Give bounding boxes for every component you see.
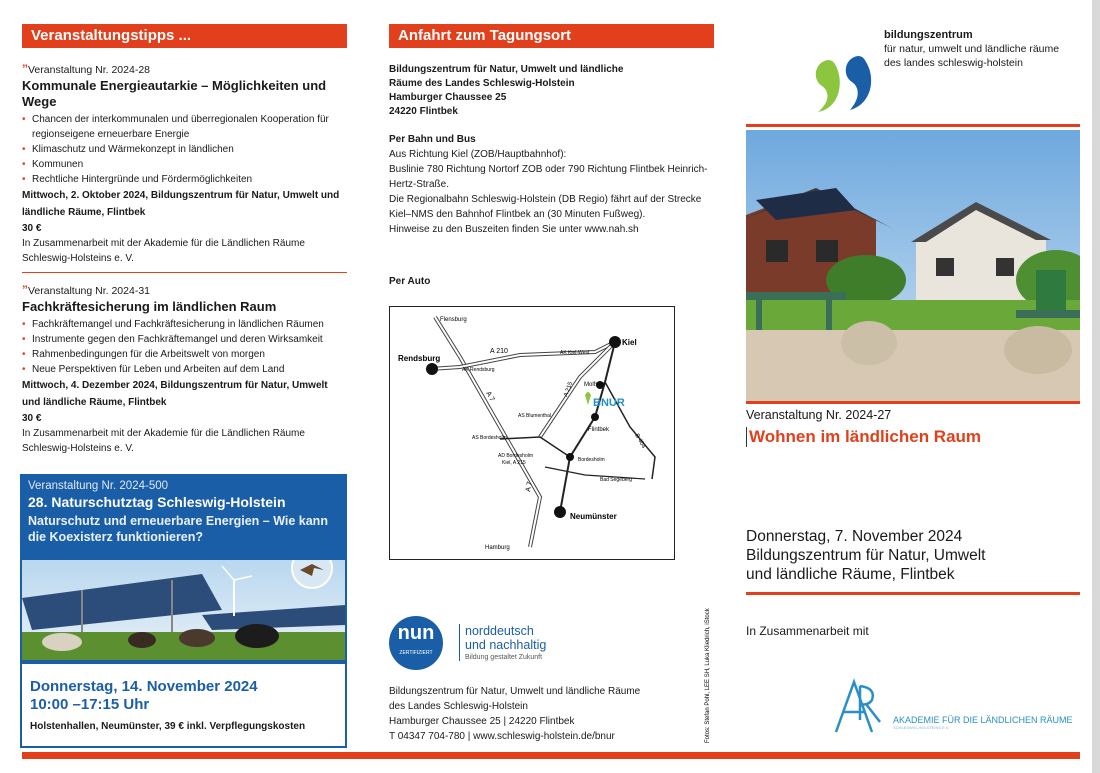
bildungszentrum-logo-text — [884, 28, 1059, 70]
date-line: Bildungszentrum für Natur, Umwelt — [746, 547, 986, 564]
nun-badge — [389, 616, 443, 670]
venue-address — [389, 63, 714, 119]
map-label-flensburg: Flensburg — [440, 317, 467, 323]
bus-text-line: Hinweise zu den Buszeiten finden Sie unter www.nah.sh — [389, 224, 639, 235]
bullet-item: • Instrumente gegen den Fachkräftemangel und deren Wirksamkeit — [22, 332, 347, 347]
promo-title: 28. Naturschutztag Schleswig-Holstein — [28, 494, 286, 510]
main-event-title: Wohnen im ländlichen Raum — [746, 427, 981, 447]
map-label-kiel-a215: Kiel, A 215 — [502, 460, 526, 466]
bus-text-line: Buslinie 780 Richtung Nortorf ZOB oder 790 Richtung Flintbek Heinrich-Hertz-Straße. — [389, 164, 708, 190]
promo-event-number: Veranstaltung Nr. 2024-500 — [28, 480, 169, 492]
bus-text-line: Die Regionalbahn Schleswig-Holstein (DB Regio) fährt auf der Strecke Kiel–NMS den Bahnhof Flintbek an (30 Minuten Fußweg). — [389, 194, 702, 220]
divider — [746, 592, 1080, 595]
event-2024-31 — [22, 283, 347, 456]
nun-line1: norddeutsch — [465, 624, 534, 638]
bullet-item: • Rahmenbedingungen für die Arbeitswelt von morgen — [22, 347, 347, 362]
nun-text — [459, 624, 546, 661]
map-label-bnur: BNUR — [593, 397, 625, 409]
bullet-item: • Fachkräftemangel und Fachkräftesicherung in ländlichen Räumen — [22, 317, 347, 332]
bus-heading: Per Bahn und Bus — [389, 134, 476, 145]
event-date-place: Mittwoch, 4. Dezember 2024, Bildungszentrum für Natur, Umwelt und ländliche Räume, Flintbek — [22, 380, 328, 408]
route-map — [389, 306, 675, 560]
divider — [22, 272, 347, 273]
nun-line2: und nachhaltig — [465, 638, 547, 652]
address-line: Räume des Landes Schleswig-Holstein — [389, 78, 575, 89]
nun-line3: Bildung gestaltet Zukunft — [465, 654, 543, 661]
map-label-flintbek: Flintbek — [588, 427, 610, 433]
map-label-bad-segeberg: Bad Segeberg — [600, 477, 632, 483]
directions-column — [389, 0, 714, 289]
bus-text-line: Aus Richtung Kiel (ZOB/Hauptbahnhof): — [389, 149, 567, 160]
footer-address-line: Hamburger Chaussee 25 | 24220 Flintbek — [389, 716, 575, 727]
events-column — [22, 0, 347, 456]
logo-line2: für natur, umwelt und ländliche räume — [884, 43, 1060, 55]
map-label-a7-top: A 7 — [484, 390, 496, 403]
address-line: Hamburger Chaussee 25 — [389, 92, 507, 103]
akademie-logo-icon — [832, 676, 892, 736]
address-line: Bildungszentrum für Natur, Umwelt und ländliche — [389, 64, 624, 75]
map-label-a7-bottom: A 7 — [525, 481, 534, 493]
footer-address-line: T 04347 704-780 | www.schleswig-holstein.de/bnur — [389, 731, 615, 742]
event-bullets — [22, 112, 347, 187]
photo-credit — [700, 585, 712, 745]
event-price: 30 € — [22, 413, 42, 424]
event-bullets — [22, 317, 347, 377]
map-label-as-blumenthal: AS Blumenthal — [518, 413, 552, 419]
event-number: Veranstaltung Nr. 2024-28 — [28, 64, 151, 76]
divider — [746, 124, 1080, 127]
bullet-item: • Rechtliche Hintergründe und Fördermöglichkeiten — [22, 172, 347, 187]
quote-mark-icon: ” — [22, 62, 26, 76]
map-label-as-bordesholm: AS Bordesholm — [472, 435, 507, 441]
map-label-molfsee: Molfsee — [584, 382, 606, 388]
car-heading: Per Auto — [389, 276, 431, 287]
bildungszentrum-logo-icon — [810, 52, 880, 117]
footer-address — [389, 684, 699, 744]
event-date-place: Mittwoch, 2. Oktober 2024, Bildungszentrum für Natur, Umwelt und ländliche Räume, Flintbek — [22, 190, 340, 218]
akademie-logo-text — [893, 715, 1073, 730]
partner-name: AKADEMIE FÜR DIE LÄNDLICHEN RÄUME — [893, 715, 1073, 725]
event-cooperation: In Zusammenarbeit mit der Akademie für die Ländlichen Räume Schleswig-Holsteins e. V. — [22, 428, 305, 454]
directions-header: Anfahrt zum Tagungsort — [389, 24, 714, 48]
date-line: und ländliche Räume, Flintbek — [746, 566, 955, 583]
event-2024-28 — [22, 62, 347, 273]
map-label-a215: A 215 — [563, 381, 575, 398]
bullet-item: • Kommunen — [22, 157, 347, 172]
nun-badge-small: ZERTIFIZIERT — [399, 650, 433, 656]
event-number: Veranstaltung Nr. 2024-31 — [28, 285, 151, 297]
bullet-item: • Klimaschutz und Wärmekonzept in ländlichen — [22, 142, 347, 157]
bullet-item: • Chancen der interkommunalen und überregionalen Kooperation für regionseigene erneuerbare Energie — [22, 112, 347, 142]
naturschutztag-promo — [20, 474, 347, 748]
logo-line3: des landes schleswig-holstein — [884, 57, 1023, 69]
main-event-number: Veranstaltung Nr. 2024-27 — [746, 408, 892, 422]
promo-time: 10:00 –17:15 Uhr — [30, 696, 150, 713]
footer-bar — [22, 752, 1080, 759]
map-label-ak-rendsburg: AK Rendsburg — [462, 367, 495, 373]
promo-place: Holstenhallen, Neumünster, 39 € inkl. Verpflegungskosten — [30, 721, 306, 732]
quote-mark-icon: ” — [22, 283, 26, 297]
nun-badge-word: nun — [397, 622, 435, 644]
map-label-neumuenster: Neumünster — [570, 512, 617, 521]
rural-housing-photo — [746, 130, 1080, 402]
photo-credit-text: Fotos: Stefan Pohl, LEE SH, Luka Kliedrich, iStock — [705, 608, 711, 743]
main-event-date-place — [746, 527, 1076, 584]
page-edge — [1092, 0, 1100, 773]
logo-title: bildungszentrum — [884, 29, 973, 41]
map-label-bordesholm: Bordesholm — [578, 457, 605, 463]
event-title: Fachkräftesicherung im ländlichen Raum — [22, 299, 277, 314]
footer-address-line: des Landes Schleswig-Holstein — [389, 701, 528, 712]
promo-details — [22, 664, 345, 746]
map-label-kiel: Kiel — [622, 338, 637, 347]
cooperation-label: In Zusammenarbeit mit — [746, 624, 869, 638]
date-line: Donnerstag, 7. November 2024 — [746, 528, 963, 545]
promo-subtitle: Naturschutz und erneuerbare Energien – Wie kann die Koexisterz funktionieren? — [28, 514, 328, 544]
bus-text — [389, 147, 714, 237]
footer-address-line: Bildungszentrum für Natur, Umwelt und ländliche Räume — [389, 686, 641, 697]
solar-sheep-photo — [22, 560, 345, 660]
event-cooperation: In Zusammenarbeit mit der Akademie für die Ländlichen Räume Schleswig-Holsteins e. V. — [22, 238, 305, 264]
promo-date: Donnerstag, 14. November 2024 — [30, 678, 258, 695]
map-label-b404: B 404 — [633, 433, 647, 450]
event-title: Kommunale Energieautarkie – Möglichkeiten und Wege — [22, 78, 327, 109]
event-price: 30 € — [22, 223, 42, 234]
partner-sub: SCHLESWIG-HOLSTEINS E.V. — [893, 725, 950, 730]
address-line: 24220 Flintbek — [389, 106, 458, 117]
events-header: Veranstaltungstipps ... — [22, 24, 347, 48]
map-label-ak-kiel-west: AK Kiel-West — [560, 350, 590, 356]
divider — [746, 401, 1080, 404]
bullet-item: • Neue Perspektiven für Leben und Arbeiten auf dem Land — [22, 362, 347, 377]
map-label-a210: A 210 — [490, 348, 508, 355]
map-label-rendsburg: Rendsburg — [398, 354, 441, 363]
map-label-ad-bordesholm: AD Bordesholm — [498, 453, 534, 459]
map-label-hamburg: Hamburg — [485, 545, 510, 551]
